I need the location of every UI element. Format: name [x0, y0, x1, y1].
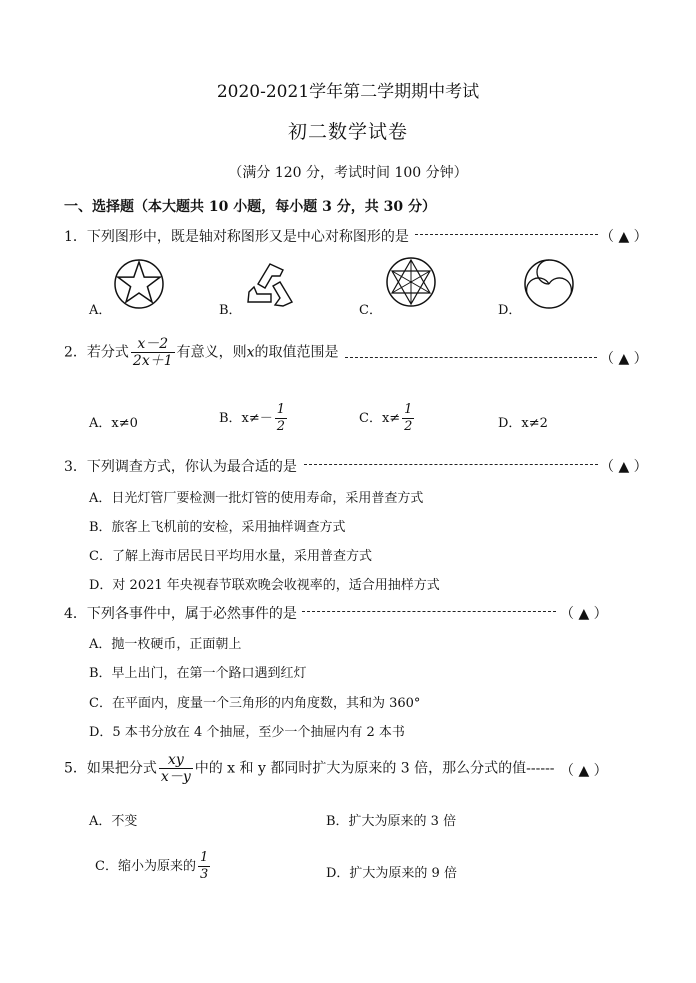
q2-fraction-denominator: 2x＋1: [132, 353, 173, 369]
q5-fraction-numerator: xy: [167, 752, 184, 768]
q4-option-d: D．5 本书分放在 4 个抽屉，至少一个抽屉内有 2 本书: [89, 725, 405, 740]
q5-option-c-numerator: 1: [199, 850, 209, 865]
question-2-text: [64, 336, 339, 369]
question-5-text: [64, 752, 555, 785]
question-4-text: 4．下列各事件中，属于必然事件的是: [64, 606, 297, 622]
q3-option-b: B．旅客上飞机前的安检，采用抽样调查方式: [89, 520, 346, 535]
q5-option-c-prefix: C．缩小为原来的: [95, 859, 196, 874]
q5-suffix: 中的 x 和 y 都同时扩大为原来的 3 倍，那么分式的值------: [194, 760, 555, 777]
q2-option-c-denominator: 2: [404, 419, 413, 434]
q5-option-c-fraction: [198, 850, 210, 883]
q2-option-b-fraction: [275, 402, 287, 435]
q5-option-a: A．不变: [89, 814, 138, 829]
q5-option-b: B．扩大为原来的 3 倍: [326, 814, 457, 829]
exam-info: （满分 120 分，考试时间 100 分钟）: [228, 165, 468, 181]
exam-title: 2020-2021学年第二学期期中考试: [216, 82, 480, 102]
question-3-dashes: [304, 464, 598, 465]
q2-variable: x: [246, 344, 255, 361]
q1-option-a-label: A．: [89, 303, 112, 318]
question-3-answer-mark: （ ▲ ）: [600, 459, 648, 475]
q2-option-c-numerator: 1: [404, 402, 413, 417]
q5-fraction-denominator: x－y: [160, 769, 191, 785]
q2-option-c: [359, 402, 416, 435]
q1-option-d-label: D．: [498, 303, 522, 318]
question-5-answer-mark: （ ▲ ）: [560, 763, 608, 779]
question-1-text: 1．下列图形中，既是轴对称图形又是中心对称图形的是: [64, 229, 409, 245]
question-4-dashes: [302, 611, 556, 612]
question-2-answer-mark: （ ▲ ）: [600, 351, 648, 367]
q2-option-b-denominator: 2: [276, 419, 286, 434]
q2-option-b-numerator: 1: [276, 402, 286, 417]
flower-star-figure: [385, 256, 437, 308]
question-1-answer-mark: （ ▲ ）: [600, 229, 648, 245]
question-3-text: 3．下列调查方式，你认为最合适的是: [64, 459, 297, 475]
subject-title: 初二数学试卷: [287, 121, 408, 143]
q2-option-b: [219, 402, 289, 435]
q2-option-d: D．x≠2: [498, 416, 548, 431]
q2-option-c-prefix: C．x≠: [359, 411, 401, 426]
q2-option-c-fraction: [402, 402, 414, 435]
q1-option-b-label: B．: [219, 303, 242, 318]
star-circle-figure: [113, 258, 165, 310]
q2-suffix-b: 的取值范围是: [254, 344, 339, 361]
q5-option-d: D．扩大为原来的 9 倍: [326, 866, 457, 881]
q5-option-c-denominator: 3: [199, 867, 209, 882]
q3-option-a: A．日光灯管厂要检测一批灯管的使用寿命，采用普查方式: [89, 491, 424, 506]
question-4-answer-mark: （ ▲ ）: [560, 606, 608, 622]
q2-fraction: [131, 336, 175, 369]
q5-option-c: [95, 850, 212, 883]
swirl-circle-figure: [523, 258, 575, 310]
q2-fraction-numerator: x－2: [137, 336, 169, 352]
q5-fraction: [159, 752, 193, 785]
q4-option-a: A．抛一枚硬币，正面朝上: [89, 637, 242, 652]
q5-prefix: 5．如果把分式: [64, 760, 157, 777]
q2-option-b-prefix: B．x≠－: [219, 411, 273, 426]
question-1-dashes: [415, 234, 598, 235]
q4-option-b: B．早上出门，在第一个路口遇到红灯: [89, 666, 307, 681]
section-heading: 一、选择题（本大题共 10 小题，每小题 3 分，共 30 分）: [64, 199, 436, 215]
q3-option-d: D．对 2021 年央视春节联欢晚会收视率的，适合用抽样方式: [89, 578, 440, 593]
q3-option-c: C．了解上海市居民日平均用水量，采用普查方式: [89, 549, 372, 564]
q4-option-c: C．在平面内，度量一个三角形的内角度数，其和为 360°: [89, 696, 421, 711]
q1-option-c-label: C．: [359, 303, 382, 318]
recycle-figure: [245, 262, 295, 308]
q2-prefix: 2．若分式: [64, 344, 129, 361]
q2-option-a: A．x≠0: [89, 416, 138, 431]
q2-suffix-a: 有意义，则: [176, 344, 247, 361]
question-2-dashes: [345, 357, 597, 358]
